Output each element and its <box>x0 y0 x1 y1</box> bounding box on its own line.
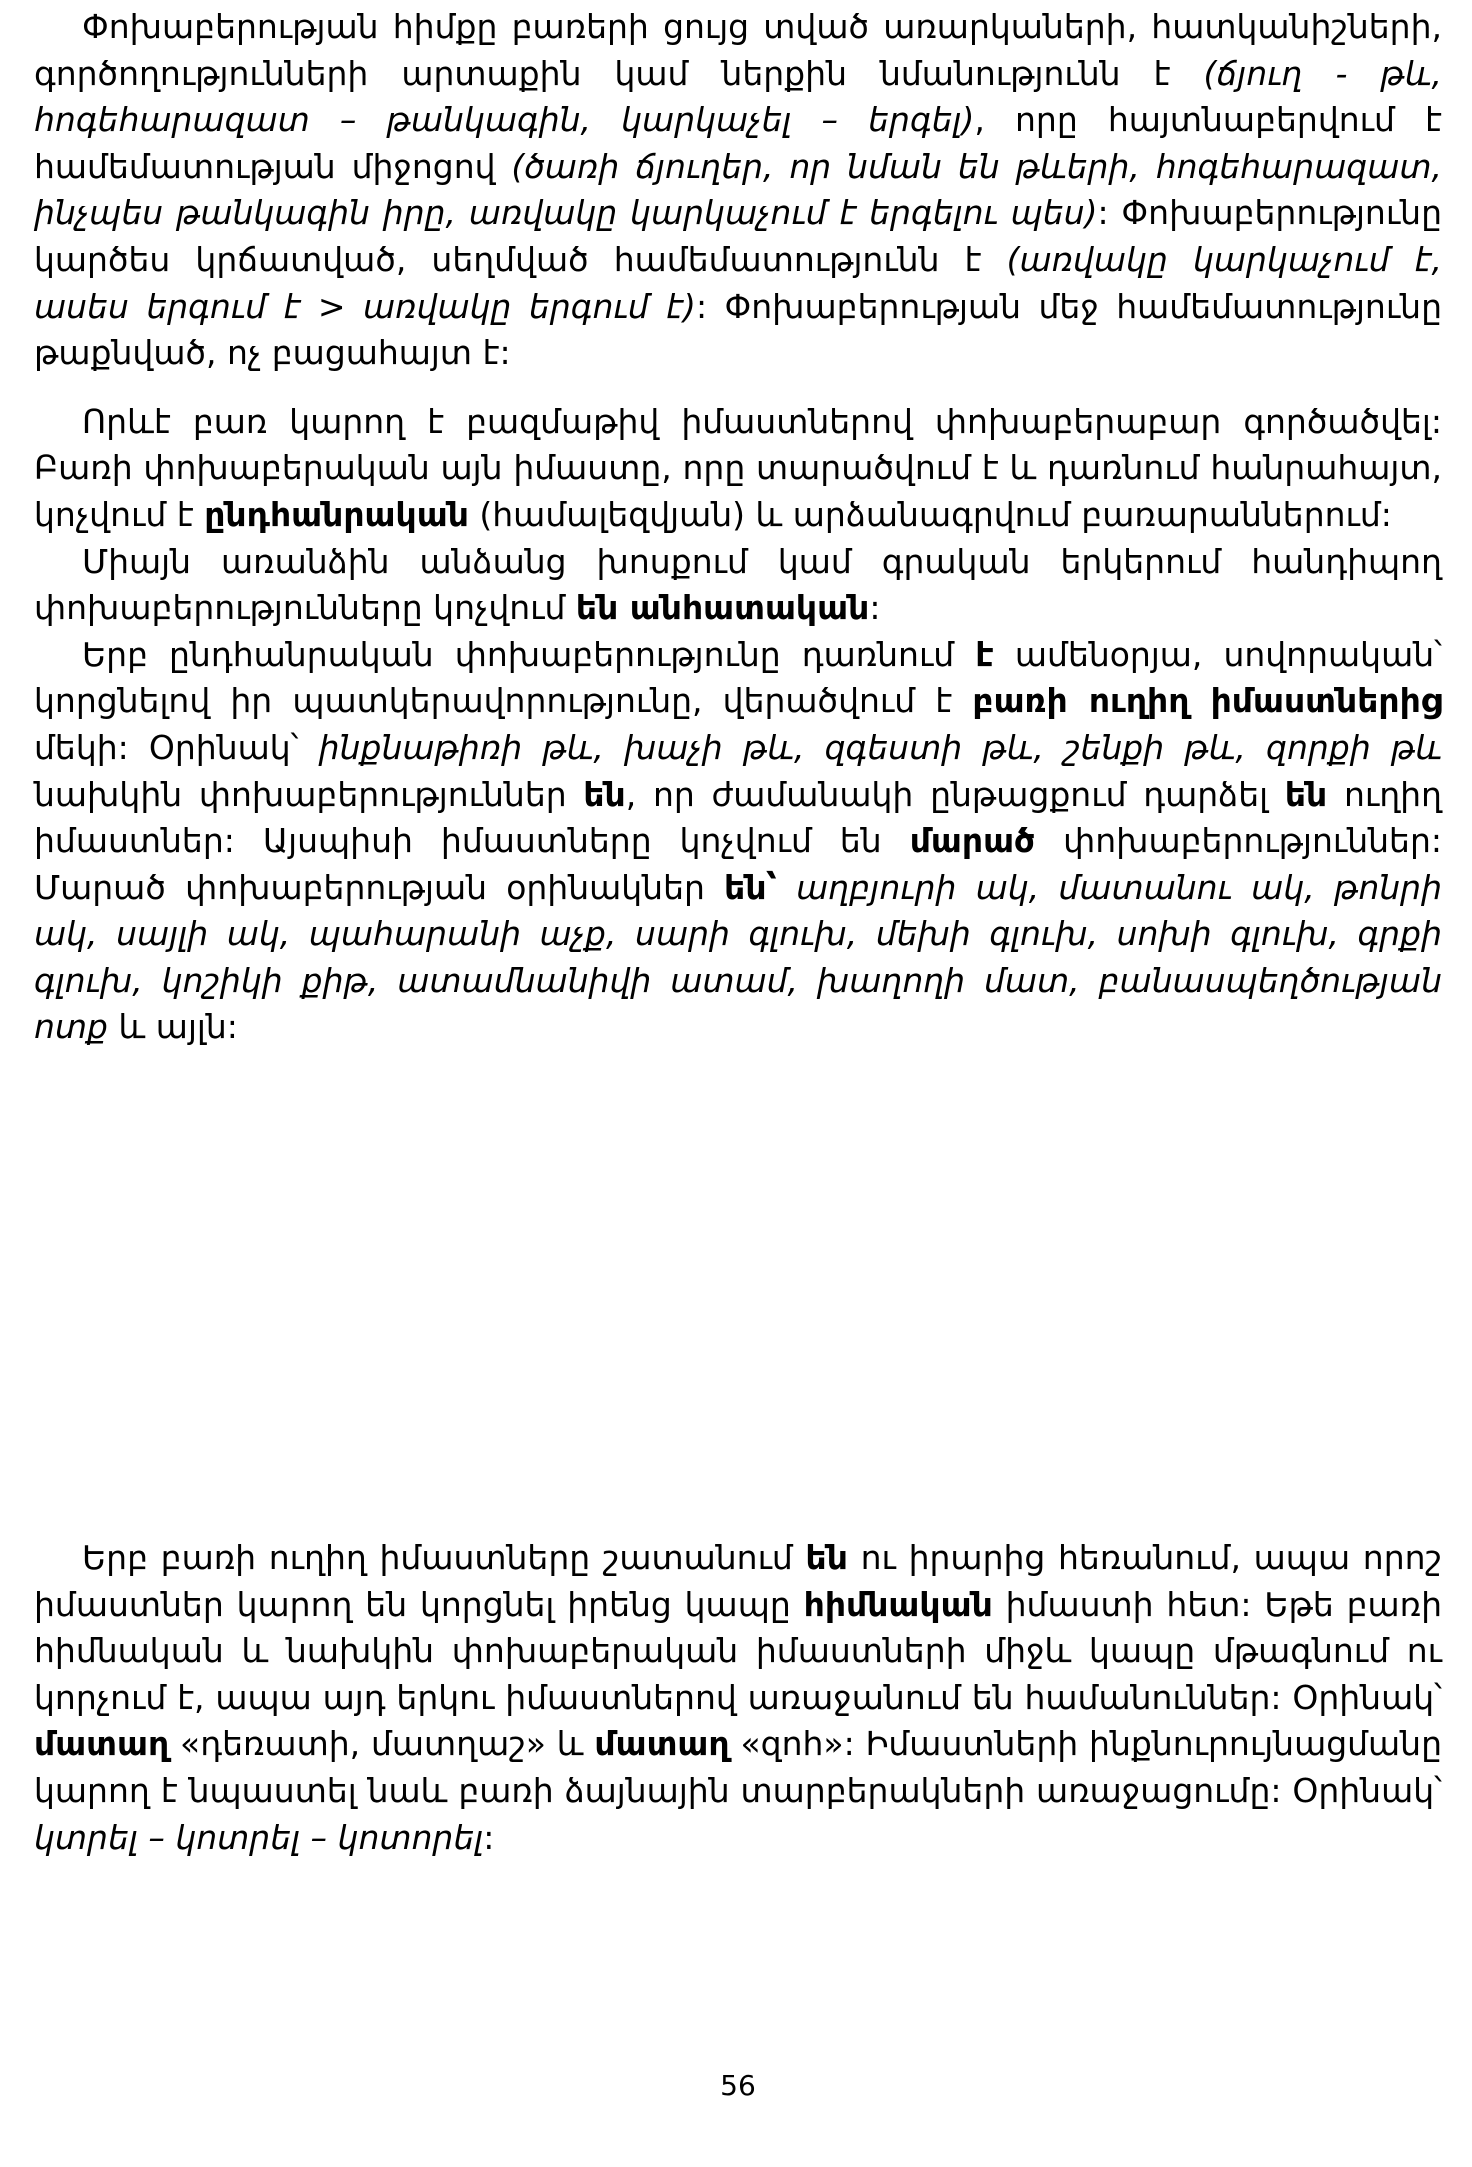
text-run <box>777 868 796 907</box>
text-run: Երբ ընդհանրական փոխաբերությունը դառնում <box>82 634 976 674</box>
text-run: և այլն: <box>108 1007 238 1047</box>
text-run: : <box>483 1817 495 1857</box>
term-bold: մատաղ <box>34 1724 170 1764</box>
text-run: նախկին փոխաբերություններ <box>34 774 584 814</box>
text-run: : <box>869 588 881 628</box>
example-italic: աղբյուրի ակ, մատանու ակ, թոնրի ակ, սայլի ակ, պահարանի աչք, սարի գլուխ, մեխի գլուխ, սոխի գլուխ, գրքի գլուխ, կոշիկի քիթ, ատամնանիվի ատամ, խաղողի մատ, բանասպեղծության ոտք <box>34 867 1442 1047</box>
paragraph-metaphor-basis <box>34 4 1442 377</box>
paragraph-homonyms <box>34 1535 1442 1861</box>
term-bold: ընդհանրական <box>204 494 469 534</box>
paragraph-general-metaphor <box>34 399 1442 539</box>
example-italic: (ծառի ճյուղեր, որ նման են թևերի, հոգեհարազատ, ինչպես թանկագին իրը, առվակը կարկաչում է երգելու պես) <box>34 146 1442 233</box>
term-bold: են <box>805 1538 848 1577</box>
text-run: : Փոխաբերությունը կարծես կրճատված, սեղմված համեմատությունն է <box>34 193 1442 279</box>
text-run: Որևէ բառ կարող է բազմաթիվ իմաստներով փոխաբերաբար գործածվել: Բառի փոխաբերական այն իմաստը, որը տարածվում է և դառնում հանրահայտ, կոչվում է <box>34 401 1442 534</box>
text-run: (համալեզվյան) և արձանագրվում բառարաններում: <box>468 494 1392 534</box>
text-run: , որը հայտնաբերվում է համեմատության միջոցով <box>34 100 1442 186</box>
document-page <box>34 0 1442 2167</box>
example-italic: (առվակը կարկաչում է, ասես երգում է > առվակը երգում է) <box>34 239 1443 326</box>
text-run: իմաստի հետ: Եթե բառի հիմնական և նախկին փոխաբերական իմաստների միջև կապը մթագնում ու կորչում է, ապա այդ երկու իմաստներով առաջանում են համանուններ: Օրինակ՝ <box>34 1584 1442 1717</box>
term-bold: են՝ <box>724 867 777 907</box>
text-run: , որ ժամանակի ընթացքում դարձել <box>625 774 1285 814</box>
text-run: Միայն առանձին անձանց խոսքում կամ գրական երկերում հանդիպող փոխաբերությունները կոչվում <box>34 541 1442 628</box>
term-bold: հիմնական <box>803 1584 993 1624</box>
example-italic: ինքնաթիռի թև, խաչի թև, զգեստի թև, շենքի թև, զորքի թև <box>318 727 1442 767</box>
term-bold: են անհատական <box>575 588 870 628</box>
example-italic: կտրել – կոտրել – կոտորել <box>34 1817 484 1857</box>
term-bold: են <box>583 774 626 814</box>
text-run: ամենօրյա, սովորական՝ կորցնելով իր պատկերավորությունը, վերածվում է <box>34 634 1442 721</box>
text-block-upper <box>34 4 1442 1051</box>
example-italic: (ճյուղ - թև, հոգեհարազատ – թանկագին, կարկաչել – երգել) <box>34 53 1442 140</box>
term-bold: է <box>975 634 994 674</box>
text-run: «դեռատի, մատղաշ» և <box>169 1724 595 1764</box>
text-run: ու իրարից հեռանում, ապա որոշ իմաստներ կարող են կորցնել իրենց կապը <box>34 1538 1442 1624</box>
text-block-lower <box>34 1535 1442 1861</box>
paragraph-individual-metaphor <box>34 539 1442 632</box>
term-bold: են <box>1284 774 1328 814</box>
text-run: Երբ բառի ուղիղ իմաստները շատանում <box>82 1538 806 1577</box>
page-number: 56 <box>720 2069 756 2102</box>
term-bold: մատաղ <box>594 1724 730 1764</box>
paragraph-dead-metaphor <box>34 632 1442 1051</box>
text-run: մեկի: Օրինակ՝ <box>34 727 319 767</box>
text-run: «զոհ»: Իմաստների ինքնուրույնացմանը կարող է նպաստել նաև բառի ձայնային տարբերակների առաջացումը: Օրինակ՝ <box>34 1724 1443 1810</box>
text-run: փոխաբերություններ: Մարած փոխաբերության օրինակներ <box>34 821 1442 907</box>
text-run: : Փոխաբերության մեջ համեմատությունը թաքնված, ոչ բացահայտ է: <box>34 286 1442 373</box>
text-run: ուղիղ իմաստներ: Այսպիսի իմաստները կոչվում են <box>34 774 1442 861</box>
text-run: Փոխաբերության հիմքը բառերի ցույց տված առարկաների, հատկանիշների, գործողությունների արտաքին կամ ներքին նմանությունն է <box>34 7 1442 93</box>
term-bold: բառի ուղիղ իմաստներից <box>972 681 1442 721</box>
term-bold: մարած <box>909 821 1036 861</box>
